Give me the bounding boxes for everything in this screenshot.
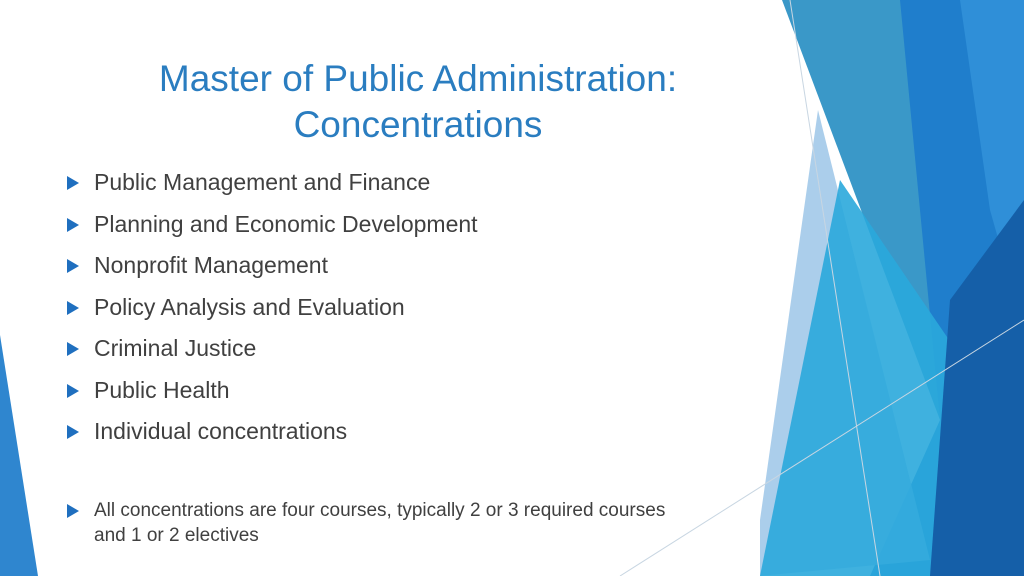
list-item: [64, 291, 478, 333]
title-line-2: Concentrations: [293, 104, 543, 145]
list-item: [64, 208, 478, 250]
triangle-right-icon: [67, 218, 79, 232]
triangle-right-icon: [67, 342, 79, 356]
triangle-right-icon: [67, 504, 79, 518]
list-item: [64, 332, 478, 374]
list-item-label: Public Health: [94, 376, 230, 403]
title-line-1: Master of Public Administration:: [158, 58, 678, 99]
left-facet: [0, 335, 38, 576]
list-item-label: Criminal Justice: [94, 335, 257, 361]
list-item-label: Public Management and Finance: [94, 169, 431, 195]
slide-title: [110, 56, 726, 148]
list-item: [64, 166, 478, 208]
note-line-1: All concentrations are four courses, typically 2 or 3 required courses: [94, 500, 666, 521]
triangle-right-icon: [67, 176, 79, 190]
list-item-label: Individual concentrations: [94, 418, 348, 444]
list-item-label: Policy Analysis and Evaluation: [94, 293, 405, 320]
list-item: [64, 415, 478, 457]
concentration-list: [64, 166, 478, 457]
concentration-note: [64, 498, 794, 548]
triangle-right-icon: [67, 384, 79, 398]
triangle-right-icon: [67, 301, 79, 315]
list-item-label: Planning and Economic Development: [94, 210, 478, 237]
triangle-right-icon: [67, 259, 79, 273]
list-item: [64, 249, 478, 291]
note-line-2: and 1 or 2 electives: [94, 525, 259, 546]
list-item-label: Nonprofit Management: [94, 252, 328, 278]
triangle-right-icon: [67, 425, 79, 439]
list-item: [64, 374, 478, 416]
